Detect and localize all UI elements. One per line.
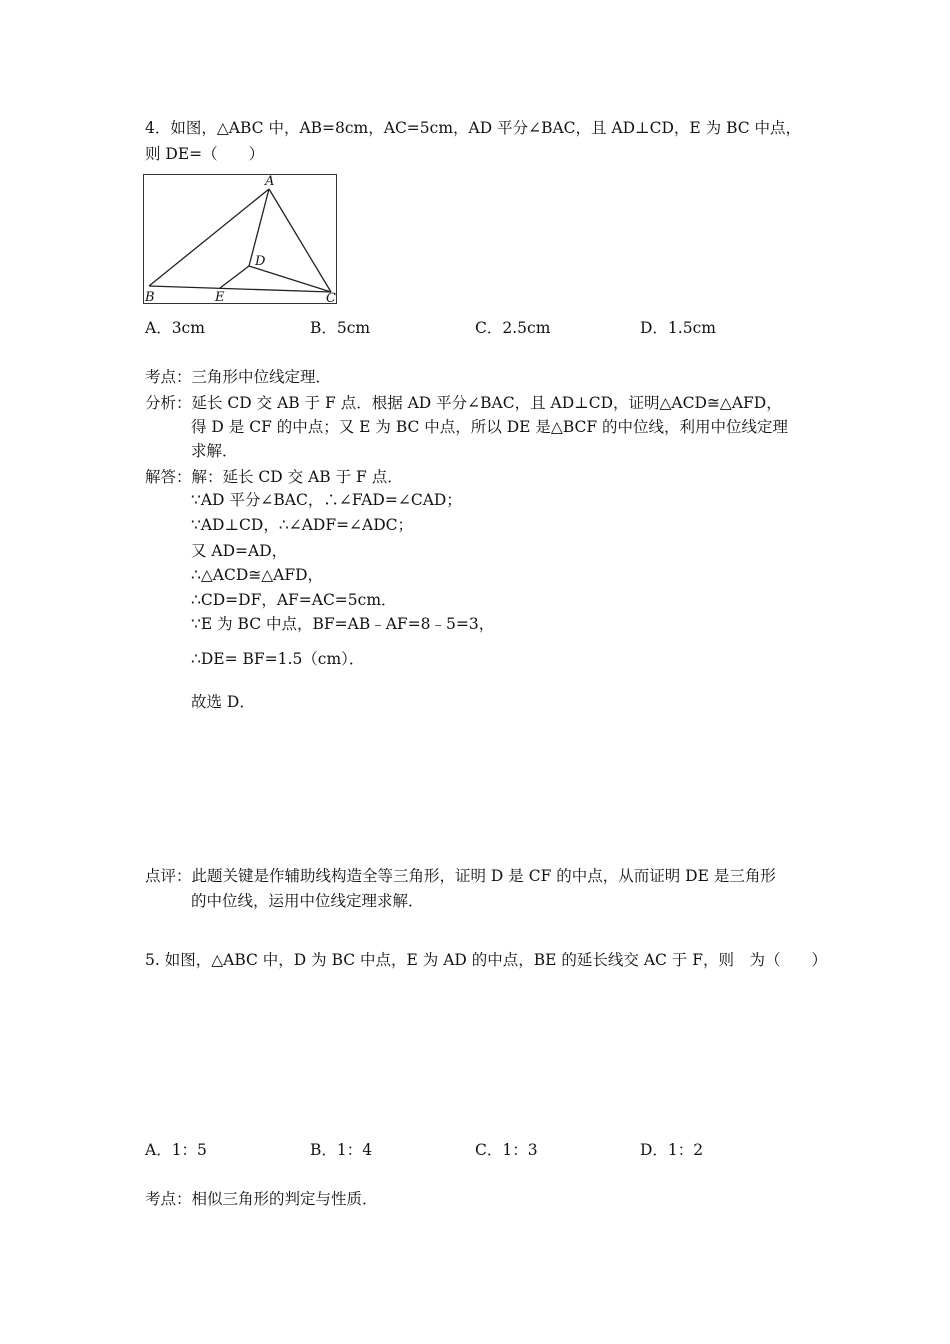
q5-option-a: A．1：5 (145, 1141, 207, 1159)
q4-jieda-line-5: ∴CD=DF，AF=AC=5cm． (191, 591, 397, 609)
q4-jieda-line-7: ∴DE= BF=1.5（cm）． (191, 650, 365, 668)
segment-dc (249, 266, 331, 292)
label-a: A (265, 174, 275, 189)
q4-stem-line-1: 4．如图，△ABC 中，AB=8cm，AC=5cm，AD 平分∠BAC，且 AD⊥CD，E 为 BC 中点， (145, 119, 802, 137)
q5-option-d: D．1：2 (640, 1141, 704, 1159)
q4-option-a: A．3cm (145, 319, 205, 337)
label-b: B (145, 290, 155, 304)
q5-option-c: C．1：3 (475, 1141, 538, 1159)
q4-jieda-line-6: ∵E 为 BC 中点，BF=AB﹣AF=8﹣5=3， (191, 615, 495, 633)
q4-jieda-head: 解答：解：延长 CD 交 AB 于 F 点． (145, 468, 403, 486)
q4-stem-line-2: 则 DE=（ ） (145, 145, 265, 163)
label-e: E (215, 290, 225, 304)
q4-option-c: C．2.5cm (475, 319, 551, 337)
segment-ac (269, 189, 331, 292)
segment-bc (149, 286, 331, 292)
q4-kaodian: 考点：三角形中位线定理． (145, 368, 332, 386)
q4-jieda-line-2: ∵AD⊥CD，∴∠ADF=∠ADC； (191, 516, 414, 534)
segment-ed (220, 266, 249, 288)
q4-fenxi-line-2: 得 D 是 CF 的中点；又 E 为 BC 中点，所以 DE 是△BCF 的中位线，利用中位线定理 (191, 418, 789, 436)
q4-jieda-line-1: ∵AD 平分∠BAC，∴∠FAD=∠CAD； (191, 491, 462, 509)
q4-fenxi-line-1: 分析：延长 CD 交 AB 于 F 点．根据 AD 平分∠BAC，且 AD⊥CD，证明△ACD≅△AFD， (145, 394, 782, 412)
q5-kaodian: 考点：相似三角形的判定与性质． (145, 1190, 378, 1208)
q4-dianping-line-1: 点评：此题关键是作辅助线构造全等三角形，证明 D 是 CF 的中点，从而证明 DE 是三角形 (145, 867, 776, 885)
q4-option-b: B．5cm (310, 319, 371, 337)
label-d: D (255, 254, 266, 269)
label-c: C (326, 291, 336, 304)
q4-jieda-line-4: ∴△ACD≅△AFD， (191, 566, 324, 584)
triangle-figure (143, 174, 337, 304)
q5-stem: 5. 如图，△ABC 中，D 为 BC 中点，E 为 AD 的中点，BE 的延长线交 AC 于 F，则 为（ ） (145, 951, 827, 969)
q4-jieda-line-8: 故选 D． (191, 693, 255, 711)
q4-jieda-line-3: 又 AD=AD， (191, 542, 288, 560)
segment-ab (149, 189, 269, 286)
q4-option-d: D．1.5cm (640, 319, 716, 337)
q4-fenxi-line-3: 求解． (191, 442, 238, 460)
q5-option-b: B．1：4 (310, 1141, 373, 1159)
q4-dianping-line-2: 的中位线，运用中位线定理求解． (191, 892, 424, 910)
figure-lines (149, 189, 331, 292)
